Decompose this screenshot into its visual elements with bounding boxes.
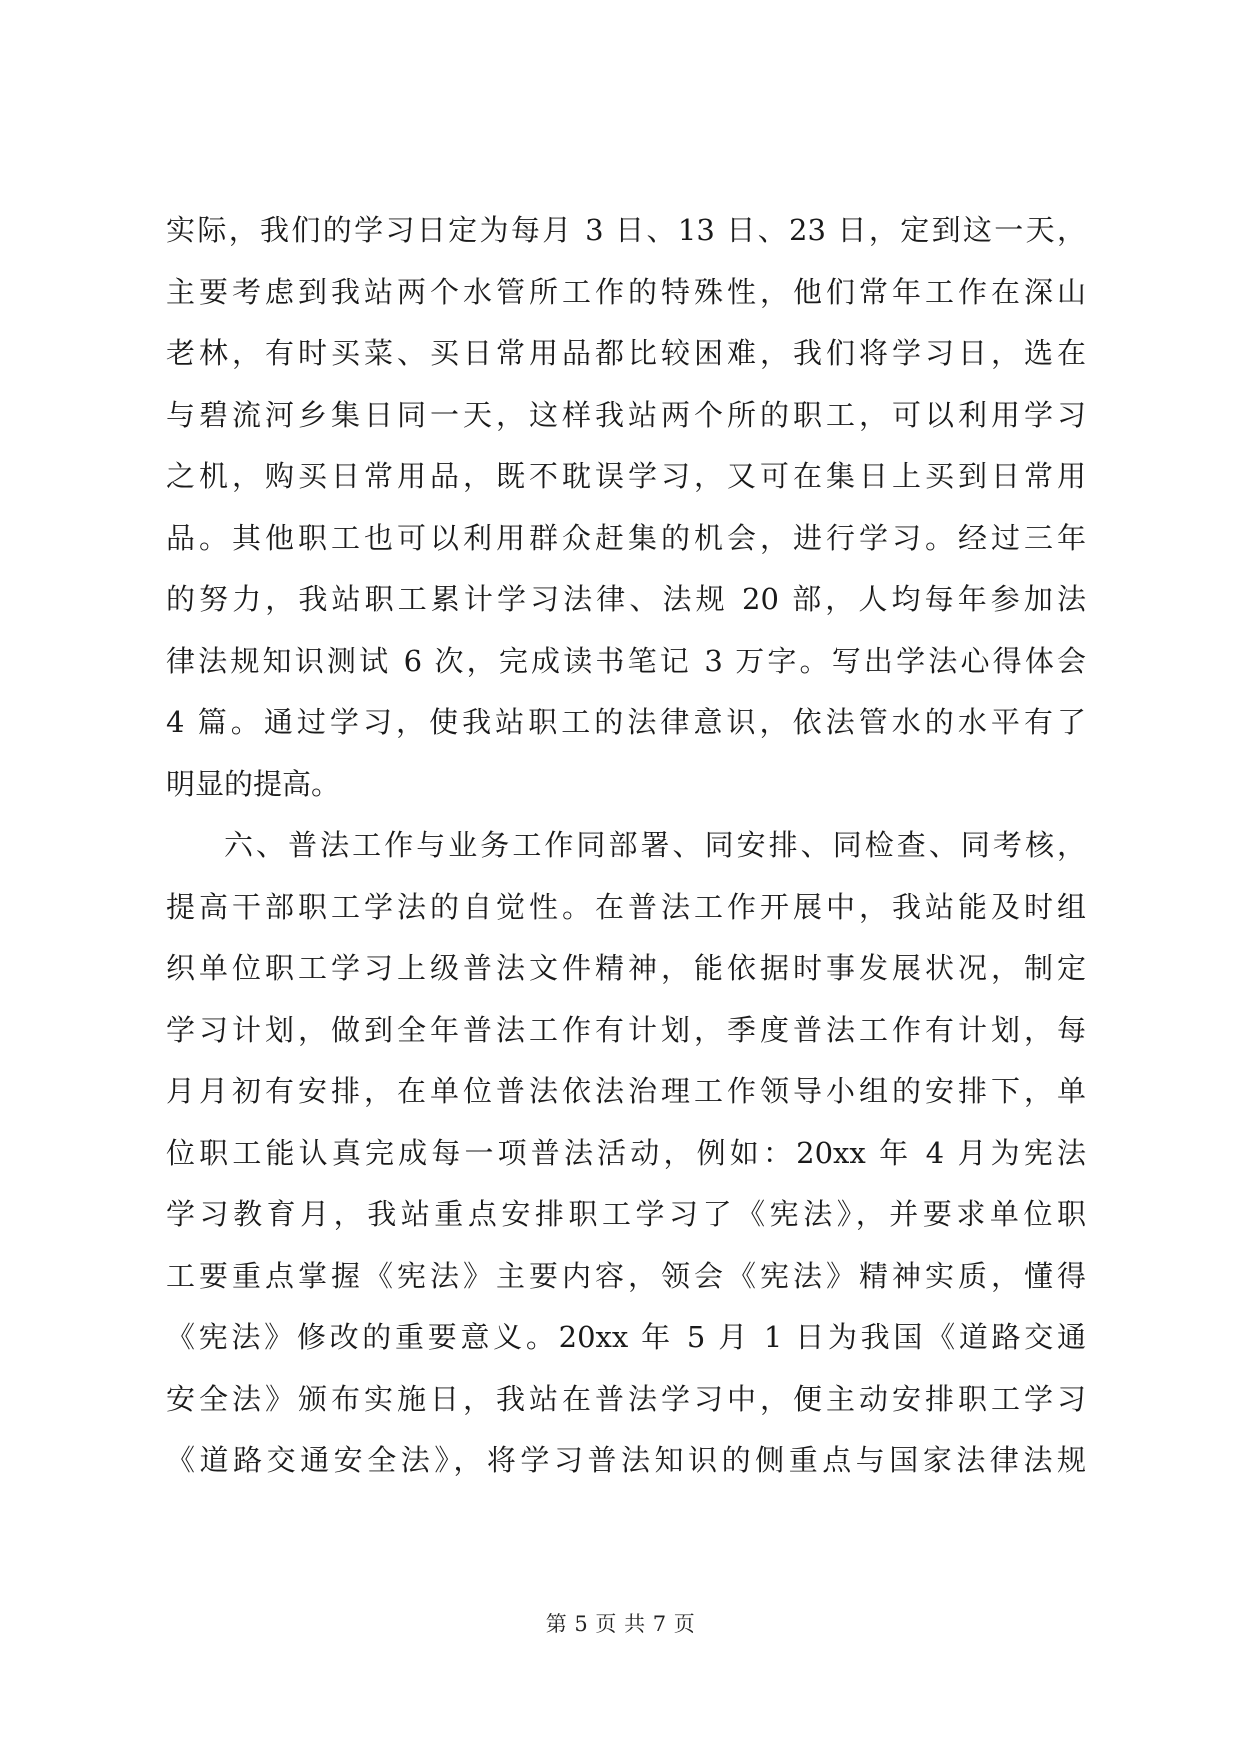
text-line: 主要考虑到我站两个水管所工作的特殊性，他们常年工作在深山 [166,274,1086,309]
text-line: 老林，有时买菜、买日常用品都比较困难，我们将学习日，选在 [166,336,1086,370]
text-line: 工要重点掌握《宪法》主要内容，领会《宪法》精神实质，懂得 [166,1258,1086,1293]
paragraph-first-line: 六、普法工作与业务工作同部署、同安排、同检查、同考核， [224,828,1086,862]
text-line: 位职工能认真完成每一项普法活动，例如：20xx 年 4 月为宪法 [166,1135,1086,1170]
text-line: 织单位职工学习上级普法文件精神，能依据时事发展状况，制定 [166,951,1086,985]
text-line: 提高干部职工学法的自觉性。在普法工作开展中，我站能及时组 [166,889,1086,924]
text-line: 学习教育月，我站重点安排职工学习了《宪法》，并要求单位职 [166,1197,1086,1231]
text-line: 《道路交通安全法》，将学习普法知识的侧重点与国家法律法规 [166,1443,1086,1477]
text-line: 之机，购买日常用品，既不耽误学习，又可在集日上买到日常用 [166,459,1086,493]
text-line: 月月初有安排，在单位普法依法治理工作领导小组的安排下，单 [166,1074,1086,1108]
text-line: 安全法》颁布实施日，我站在普法学习中，便主动安排职工学习 [166,1381,1086,1416]
text-line: 学习计划，做到全年普法工作有计划，季度普法工作有计划，每 [166,1012,1086,1047]
text-line: 明显的提高。 [166,766,341,801]
page-number-footer: 第 5 页 共 7 页 [545,1612,696,1636]
text-line: 《宪法》修改的重要意义。20xx 年 5 月 1 日为我国《道路交通 [166,1320,1086,1354]
text-line: 实际，我们的学习日定为每月 3 日、13 日、23 日，定到这一天， [166,213,1086,247]
text-line: 4 篇。通过学习，使我站职工的法律意识，依法管水的水平有了 [166,705,1086,739]
body-text [166,200,1086,1492]
text-line: 的努力，我站职工累计学习法律、法规 20 部，人均每年参加法 [166,582,1086,616]
text-line: 品。其他职工也可以利用群众赶集的机会，进行学习。经过三年 [166,520,1086,555]
text-line: 律法规知识测试 6 次，完成读书笔记 3 万字。写出学法心得体会 [166,643,1086,678]
text-line: 与碧流河乡集日同一天，这样我站两个所的职工，可以利用学习 [166,397,1086,432]
